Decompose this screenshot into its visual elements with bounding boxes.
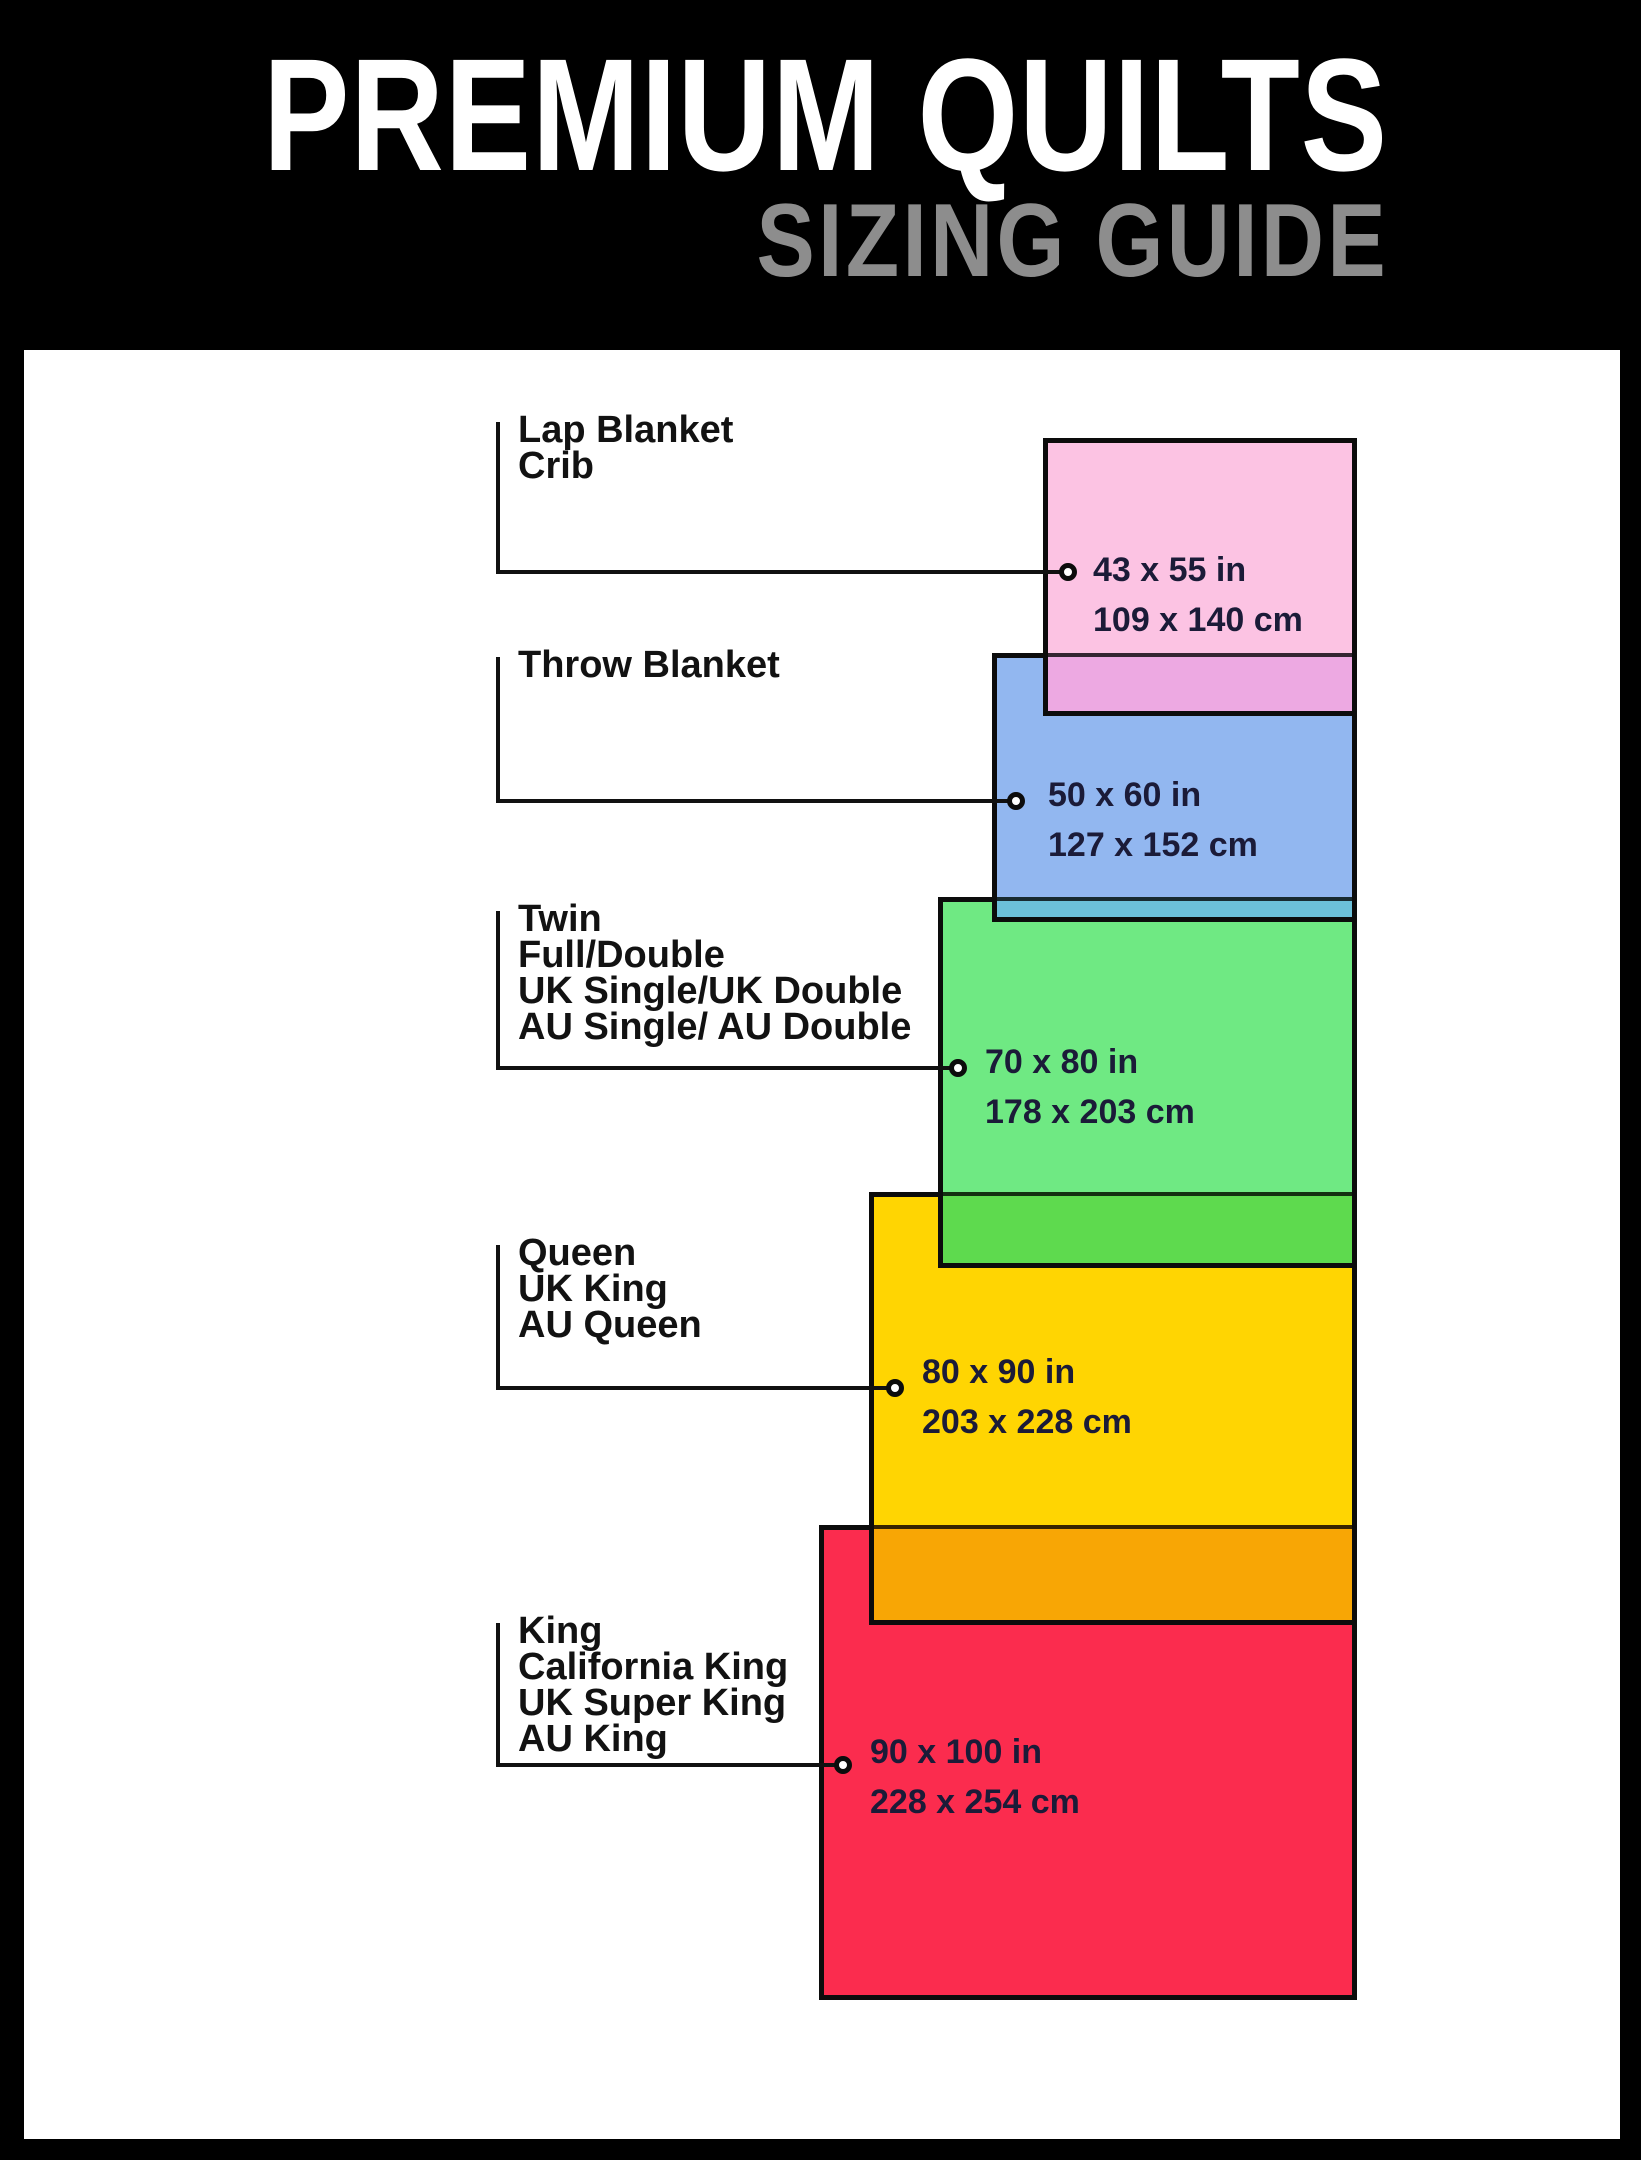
dimension-inches: 43 x 55 in	[1093, 551, 1247, 589]
label-line: UK Single/UK Double	[518, 970, 903, 1012]
label-line: AU King	[518, 1718, 668, 1760]
label-line: California King	[518, 1646, 789, 1688]
label-line: King	[518, 1610, 603, 1652]
label-line: Lap Blanket	[518, 409, 734, 451]
leader-hline-twin	[496, 1066, 950, 1070]
leader-vline-lap-blanket	[496, 422, 500, 572]
dimension-inches: 70 x 80 in	[985, 1043, 1139, 1081]
label-line: UK King	[518, 1268, 668, 1310]
dimension-inches: 50 x 60 in	[1048, 776, 1202, 814]
leader-vline-king	[496, 1623, 500, 1765]
throw-twin-overlap-strip	[997, 897, 1352, 917]
twin-queen-overlap-strip	[943, 1192, 1352, 1263]
page-title: PREMIUM QUILTS	[263, 25, 1388, 204]
dimension-cm: 203 x 228 cm	[922, 1403, 1132, 1441]
dimension-cm: 178 x 203 cm	[985, 1093, 1195, 1131]
dimension-text-queen	[922, 1347, 1132, 1447]
leader-vline-queen	[496, 1245, 500, 1388]
leader-hline-king	[496, 1763, 835, 1767]
leader-dot-throw-blanket	[1007, 792, 1025, 810]
leader-dot-lap-blanket	[1059, 563, 1077, 581]
leader-hline-throw-blanket	[496, 799, 1008, 803]
size-label-queen	[518, 1232, 948, 1346]
leader-hline-lap-blanket	[496, 570, 1060, 574]
size-label-throw-blanket	[518, 644, 948, 686]
label-line: Crib	[518, 445, 594, 487]
leader-vline-twin	[496, 911, 500, 1068]
dimension-cm: 109 x 140 cm	[1093, 601, 1303, 639]
label-line: Throw Blanket	[518, 644, 780, 686]
label-line: Full/Double	[518, 934, 725, 976]
dimension-inches: 80 x 90 in	[922, 1353, 1076, 1391]
label-line: UK Super King	[518, 1682, 787, 1724]
leader-dot-king	[834, 1756, 852, 1774]
dimension-inches: 90 x 100 in	[870, 1733, 1043, 1771]
label-line: AU Single/ AU Double	[518, 1006, 912, 1048]
dimension-cm: 228 x 254 cm	[870, 1783, 1080, 1821]
size-label-lap-blanket	[518, 409, 948, 487]
leader-hline-queen	[496, 1386, 887, 1390]
leader-dot-twin	[949, 1059, 967, 1077]
dimension-text-lap-blanket	[1093, 545, 1303, 645]
dimension-text-twin	[985, 1037, 1195, 1137]
leader-dot-queen	[886, 1379, 904, 1397]
label-line: Queen	[518, 1232, 637, 1274]
leader-vline-throw-blanket	[496, 657, 500, 801]
label-line: Twin	[518, 898, 602, 940]
lap-throw-overlap-strip	[1048, 653, 1352, 711]
dimension-cm: 127 x 152 cm	[1048, 826, 1258, 864]
dimension-text-king	[870, 1727, 1080, 1827]
page-subtitle: SIZING GUIDE	[756, 183, 1389, 299]
label-line: AU Queen	[518, 1304, 702, 1346]
dimension-text-throw-blanket	[1048, 770, 1258, 870]
size-label-twin	[518, 898, 948, 1048]
queen-king-overlap-strip	[874, 1525, 1352, 1620]
